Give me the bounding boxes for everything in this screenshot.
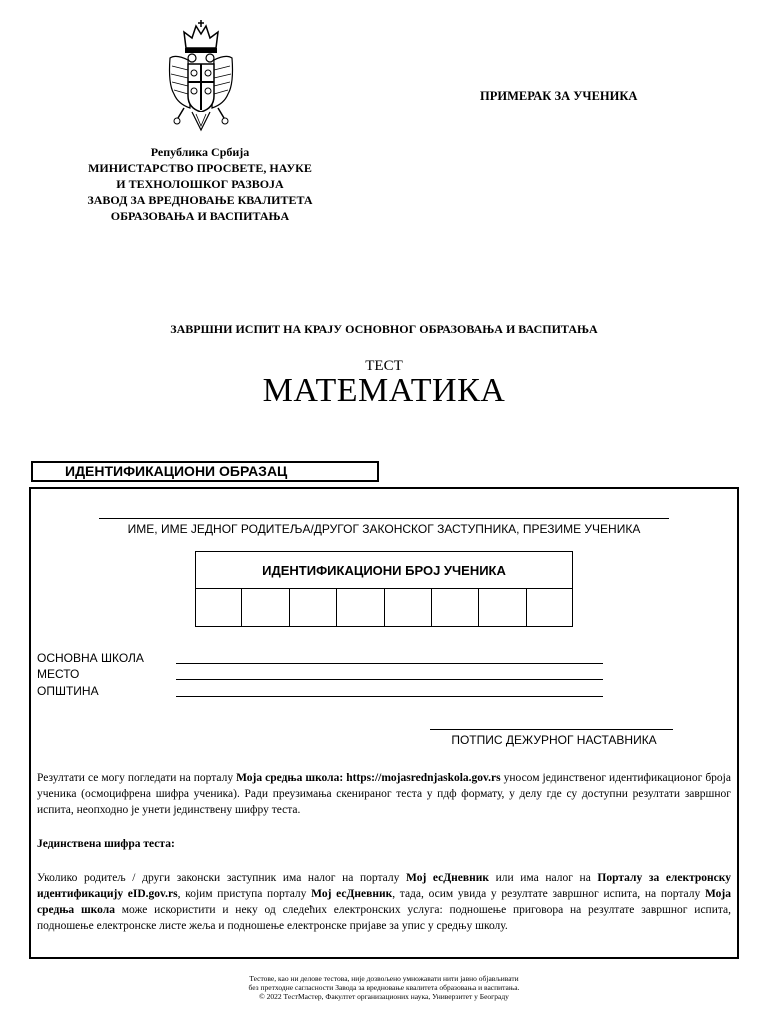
text-span: или има налог на bbox=[488, 872, 598, 884]
id-digit-cell[interactable] bbox=[527, 589, 573, 627]
text-span: Уколико родитељ / други законски заступник има налог на порталу bbox=[37, 872, 406, 884]
footer-line: © 2022 ТестМастер, Факултет организационих наука, Универзитет у Београду bbox=[259, 992, 509, 1001]
id-digit-cell[interactable] bbox=[290, 589, 337, 627]
municipality-input-line[interactable] bbox=[176, 696, 603, 697]
name-input-line[interactable] bbox=[99, 518, 669, 519]
coat-of-arms-icon bbox=[166, 18, 236, 136]
municipality-label: ОПШТИНА bbox=[37, 684, 99, 698]
id-number-cells bbox=[195, 588, 573, 627]
ministry-block bbox=[40, 144, 360, 224]
ministry-line: ОБРАЗОВАЊА И ВАСПИТАЊА bbox=[110, 209, 290, 223]
copy-label: ПРИМЕРАК ЗА УЧЕНИКА bbox=[480, 89, 638, 103]
place-label: МЕСТО bbox=[37, 667, 80, 681]
id-digit-cell[interactable] bbox=[242, 589, 289, 627]
text-span: , којим приступа порталу bbox=[177, 888, 312, 900]
footer-line: без претходне сагласности Завода за вредновање квалитета образовања и васпитања. bbox=[248, 983, 520, 992]
portal-link: Моја средња школа: https://mojasrednjaskola.gov.rs bbox=[236, 772, 501, 784]
results-info-paragraph bbox=[37, 770, 731, 818]
id-number-title: ИДЕНТИФИКАЦИОНИ БРОЈ УЧЕНИКА bbox=[262, 563, 506, 578]
bold-span: Моја средња школа bbox=[37, 888, 731, 916]
name-caption: ИМЕ, ИМЕ ЈЕДНОГ РОДИТЕЉА/ДРУГОГ ЗАКОНСКОГ ЗАСТУПНИКА, ПРЕЗИМЕ УЧЕНИКА bbox=[127, 522, 641, 536]
bold-span: Мој есДневник bbox=[311, 888, 393, 900]
signature-line[interactable] bbox=[430, 729, 673, 730]
id-digit-cell[interactable] bbox=[195, 589, 242, 627]
id-digit-cell[interactable] bbox=[385, 589, 432, 627]
footer-notice bbox=[0, 974, 768, 1001]
place-input-line[interactable] bbox=[176, 679, 603, 680]
bold-span: Порталу за електронску идентификацију eID.gov.rs bbox=[37, 872, 731, 900]
ministry-line: ЗАВОД ЗА ВРЕДНОВАЊЕ КВАЛИТЕТА bbox=[87, 193, 313, 207]
footer-line: Тестове, као ни делове тестова, није дозвољено умножавати нити јавно објављивати bbox=[249, 974, 519, 983]
text-span: Резултати се могу погледати на порталу bbox=[37, 772, 237, 784]
id-digit-cell[interactable] bbox=[479, 589, 526, 627]
text-span: уносом јединственог идентификационог броја ученика (осмоцифрена шифра ученика). Ради преузимања скенираног теста у пдф формату, у делу где су доступни резултати завршног испита, неопходно је унети јединствену шифру теста. bbox=[37, 772, 731, 816]
test-label: ТЕСТ bbox=[365, 358, 403, 374]
school-label: ОСНОВНА ШКОЛА bbox=[37, 651, 144, 665]
bold-span: Мој есДневник bbox=[406, 872, 489, 884]
school-input-line[interactable] bbox=[176, 663, 603, 664]
signature-caption: ПОТПИС ДЕЖУРНОГ НАСТАВНИКА bbox=[451, 733, 657, 747]
eservices-paragraph bbox=[37, 870, 731, 934]
id-form-tab: ИДЕНТИФИКАЦИОНИ ОБРАЗАЦ bbox=[31, 461, 379, 482]
text-span: , тада, осим увида у резултате завршног испита, на порталу bbox=[392, 888, 705, 900]
ministry-line: И ТЕХНОЛОШКОГ РАЗВОЈА bbox=[116, 177, 284, 191]
test-code-label: Јединствена шифра теста: bbox=[37, 838, 175, 850]
ministry-line: МИНИСТАРСТВО ПРОСВЕТЕ, НАУКЕ bbox=[88, 161, 312, 175]
exam-title: ЗАВРШНИ ИСПИТ НА КРАЈУ ОСНОВНОГ ОБРАЗОВАЊА И ВАСПИТАЊА bbox=[170, 322, 598, 336]
subject-title: МАТЕМАТИКА bbox=[262, 372, 506, 409]
text-span: може искористити и неку од следећих електронских услуга: подношење приговора на резултате завршног испита, подношење електронске листе жеља и подношење електронске пријаве за упис у средњу школу. bbox=[37, 904, 732, 932]
id-digit-cell[interactable] bbox=[337, 589, 384, 627]
id-digit-cell[interactable] bbox=[432, 589, 479, 627]
ministry-line: Република Србија bbox=[150, 145, 250, 159]
